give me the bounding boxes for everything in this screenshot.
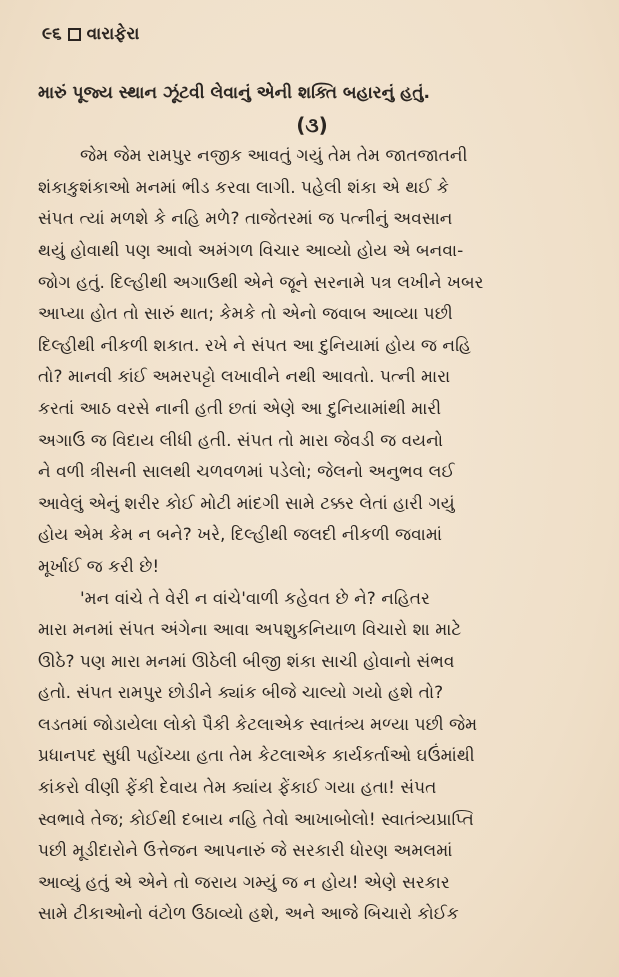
text-line: કરતાં આઠ વરસે નાની હતી છતાં એણે આ દુનિયામાંથી મારી	[38, 398, 442, 419]
text-line: મૂર્ખાઈ જ કરી છે!	[38, 556, 160, 577]
text-line: જોગ હતું. દિલ્હીથી અગાઉથી એને જૂને સરનામે પત્ર લખીને ખબર	[38, 272, 484, 293]
text-line: પ્રધાનપદ સુધી પહોંચ્યા હતા તેમ કેટલાએક કાર્યકર્તાઓ ઘઉંમાંથી	[38, 746, 475, 767]
text-line: થયું હોવાથી પણ આવો અમંગળ વિચાર આવ્યો હોય એ બનવા-	[38, 240, 464, 261]
text-line: હોય એમ કેમ ન બને? ખરે, દિલ્હીથી જલદી નીકળી જવામાં	[38, 525, 442, 546]
page-body	[38, 78, 586, 931]
page-number: ૯૬	[42, 24, 62, 44]
text-line: જેમ જેમ રામપુર નજીક આવતું ગયું તેમ તેમ જાતજાતની	[80, 146, 468, 167]
text-line: 'મન વાંચે તે વેરી ન વાંચે'વાળી કહેવત છે ને? નહિતર	[80, 588, 430, 609]
text-line: સામે ટીકાઓનો વંટોળ ઉઠાવ્યો હશે, અને આજે બિચારો કોઈક	[38, 904, 459, 925]
text-line: સ્વભાવે તેજ; કોઈથી દબાય નહિ તેવો આખાબોલો! સ્વાતંત્ર્યપ્રાપ્તિ	[38, 809, 474, 830]
book-title: વારાફેરા	[86, 24, 140, 44]
text-line: ઊઠે? પણ મારા મનમાં ઊઠેલી બીજી શંકા સાચી હોવાનો સંભવ	[38, 651, 455, 672]
text-line: મારા મનમાં સંપત અંગેના આવા અપશુકનિયાળ વિચારો શા માટે	[38, 620, 462, 641]
square-ornament-icon	[68, 28, 81, 41]
text-line: ને વળી ત્રીસની સાલથી ચળવળમાં પડેલો; જેલનો અનુભવ લઈ	[38, 462, 455, 483]
page-header	[42, 24, 139, 44]
text-line: આવેલું એનું શરીર કોઈ મોટી માંદગી સામે ટક્કર લેતાં હારી ગયું	[38, 493, 455, 514]
text-line: પછી મૂડીદારોને ઉત્તેજન આપનારું જે સરકારી ધોરણ અમલમાં	[38, 841, 453, 862]
text-line: આપ્યા હોત તો સારું થાત; કેમકે તો એનો જવાબ આવ્યા પછી	[38, 304, 453, 325]
text-line: લડતમાં જોડાયેલા લોકો પૈકી કેટલાએક સ્વાતંત્ર્ય મળ્યા પછી જેમ	[38, 714, 478, 735]
text-line: દિલ્હીથી નીકળી શકાત. રખે ને સંપત આ દુનિયામાં હોય જ નહિ	[38, 335, 471, 356]
text-line: તો? માનવી કાંઈ અમરપટ્ટો લખાવીને નથી આવતો. પત્ની મારા	[38, 367, 451, 388]
section-number: (૩)	[296, 112, 328, 137]
text-line: આવ્યું હતું એ એને તો જરાય ગમ્યું જ ન હોય! એણે સરકાર	[38, 872, 450, 893]
text-line: કાંકરો વીણી ફેંકી દેવાય તેમ ક્યાંય ફેંકાઈ ગયા હતા! સંપત	[38, 778, 437, 799]
text-line: અગાઉ જ વિદાય લીધી હતી. સંપત તો મારા જેવડી જ વયનો	[38, 430, 444, 451]
text-line: મારું પૂજ્ય સ્થાન ઝૂંટવી લેવાનું એની શક્તિ બહારનું હતું.	[38, 83, 430, 103]
text-line: હતો. સંપત રામપુર છોડીને ક્યાંક બીજે ચાલ્યો ગયો હશે તો?	[38, 683, 444, 704]
text-line: શંકાકુશંકાઓ મનમાં ભીડ કરવા લાગી. પહેલી શંકા એ થઈ કે	[38, 177, 449, 198]
text-line: સંપત ત્યાં મળશે કે નહિ મળે? તાજેતરમાં જ પત્નીનું અવસાન	[38, 209, 453, 230]
